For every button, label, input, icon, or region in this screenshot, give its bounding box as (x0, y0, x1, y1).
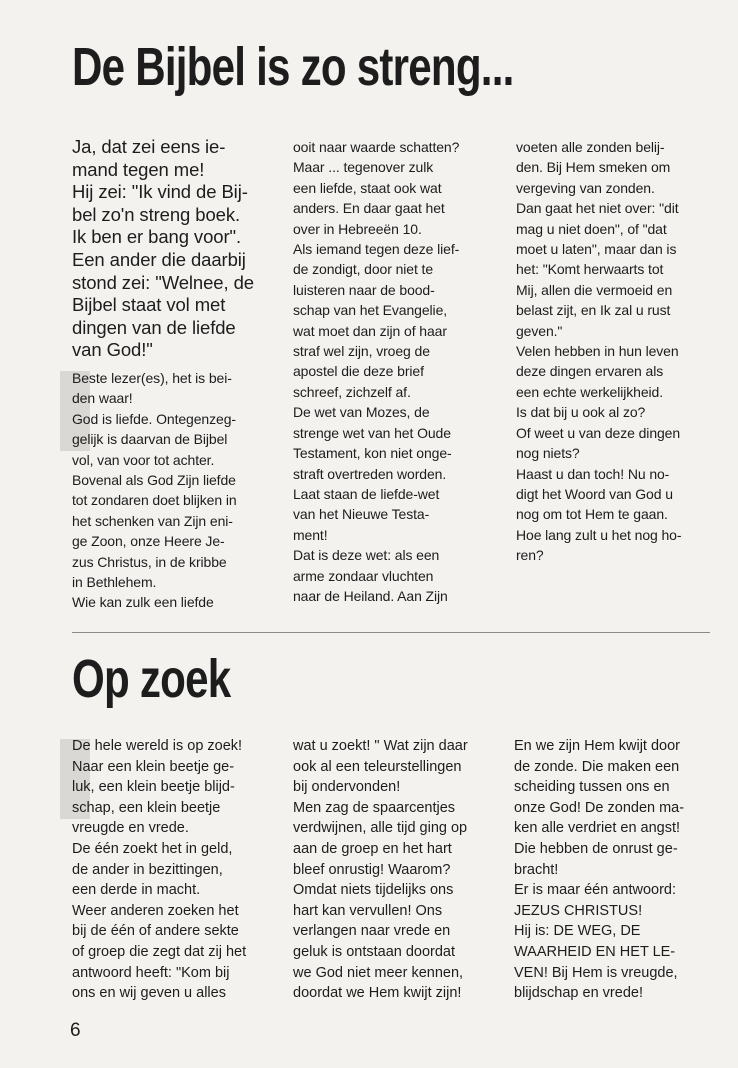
page-number: 6 (70, 1020, 81, 1041)
section2-column-2 (293, 736, 503, 1004)
section-divider (72, 632, 710, 633)
section1-column-3 (516, 137, 721, 566)
section1-column-1-text: Beste lezer(es), het is bei- den waar! God is liefde. Ontegenzeg- gelijk is daarvan de Bijbel vol, van voor tot achter. Bovenal als God Zijn liefde tot zondaren doet blijken in het schenken van Zijn eni- ge Zoon, onze Heere Je- zus Christus, in de kribbe in Bethlehem. Wie kan zulk een liefde (72, 368, 277, 613)
section2-column-3 (514, 736, 724, 1004)
section1-column-2-text: ooit naar waarde schatten? Maar ... tegenover zulk een liefde, staat ook wat anders. En daar gaat het over in Hebreeën 10. Als iemand tegen deze lief- de zondigt, door niet te luisteren naar de bood- schap van het Evangelie, wat moet dan zijn of haar straf wel zijn, vroeg de apostel die deze brief schreef, zichzelf af. De wet van Mozes, de strenge wet van het Oude Testament, kon niet onge- straft overtreden worden. Laat staan de liefde-wet van het Nieuwe Testa- ment! Dat is deze wet: als een arme zondaar vluchten naar de Heiland. Aan Zijn (293, 139, 460, 604)
section1-column-2 (293, 137, 498, 606)
section2-column-1-text: De hele wereld is op zoek! Naar een klein beetje ge- luk, een klein beetje blijd- schap, een klein beetje vreugde en vrede. De één zoekt het in geld, de ander in bezittingen, een derde in macht. Weer anderen zoeken het bij de één of andere sekte of groep die zegt dat zij het antwoord heeft: "Kom bij ons en wij geven u alles (72, 736, 282, 1004)
section1-intro-text: Ja, dat zei eens ie- mand tegen me! Hij zei: "Ik vind de Bij- bel zo'n streng boek. Ik ben er bang voor". Een ander die daarbij stond zei: "Welnee, de Bijbel staat vol met dingen van de liefde van God!" (72, 136, 254, 361)
section2-column-2-text: wat u zoekt! " Wat zijn daar ook al een teleurstellingen bij ondervonden! Men zag de spaarcentjes verdwijnen, alle tijd ging op aan de groep en het hart bleef onrustig! Waarom? Omdat niets tijdelijks ons hart kan vervullen! Ons verlangen naar vrede en geluk is ontstaan doordat we God niet meer kennen, doordat we Hem kwijt zijn! (293, 738, 468, 1002)
section1-column-3-text: voeten alle zonden belij- den. Bij Hem smeken om vergeving van zonden. Dan gaat het niet over: "dit mag u niet doen", of "dat moet u laten", maar dan is het: "Komt herwaarts tot Mij, allen die vermoeid en belast zijt, en Ik zal u rust geven." Velen hebben in hun leven deze dingen ervaren als een echte werkelijkheid. Is dat bij u ook al zo? Of weet u van deze dingen nog niets? Haast u dan toch! Nu no- digt het Woord van God u nog om tot Hem te gaan. Hoe lang zult u het nog ho- ren? (516, 139, 682, 564)
section2-column-1 (72, 736, 282, 1004)
heading-op-zoek: Op zoek (72, 649, 231, 709)
heading-de-bijbel-is-zo-streng: De Bijbel is zo streng... (72, 37, 514, 97)
section2-column-3-text: En we zijn Hem kwijt door de zonde. Die maken een scheiding tussen ons en onze God! De zonden ma- ken alle verdriet en angst! Die hebben de onrust ge- bracht! Er is maar één antwoord: JEZUS CHRISTUS! Hij is: DE WEG, DE WAARHEID EN HET LE- VEN! Bij Hem is vreugde, blijdschap en vrede! (514, 738, 685, 1002)
section1-column-1 (72, 136, 277, 613)
